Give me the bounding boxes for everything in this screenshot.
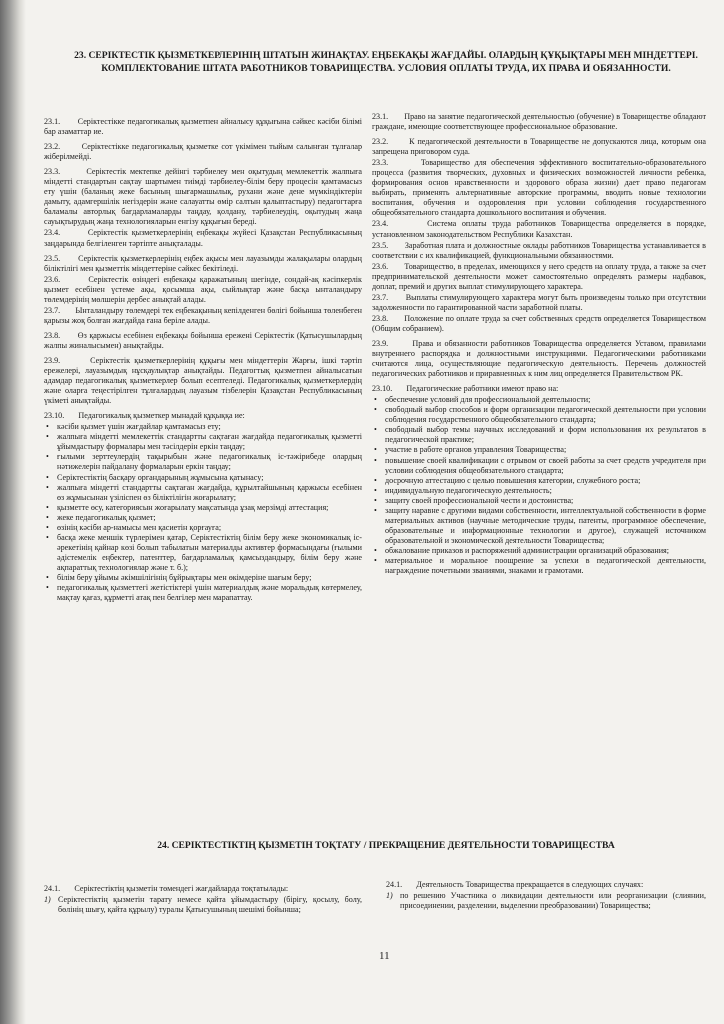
numbered-list-ru [386, 891, 706, 911]
clause-23-10-kz: 23.10. Педагогикалық қызметкер мынадай құқыққа ие: [44, 411, 245, 421]
clause-23-1-kz: 23.1. Серіктестікке педагогикалық қызметпен айналысу құқығына сәйкес кәсіби білімі бар азаматтар ие. [44, 117, 362, 137]
clause-23-2-ru: 23.2. К педагогической деятельности в Товариществе не допускаются лица, которым она запрещена приговором суда. [372, 137, 706, 157]
clause-24-1-ru: 24.1. Деятельность Товарищества прекращается в следующих случаях: [386, 880, 644, 889]
list-item: • повышение своей квалификации с отрывом от своей работы за счет средств учредителя при условии соблюдения общеобязательного стандарта; [385, 456, 706, 476]
list-item: • Серіктестіктің басқару органдарының жұмысына қатынасу; [57, 473, 362, 483]
list-item: • ғылыми зерттеулердің тақырыбын және педагогикалық іс-тәжірибеде олардың нәтижелерін пайдалану формаларын еркін таңдау; [57, 452, 362, 472]
list-item: • педагогикалық қызметтегі жетістіктері үшін материалдық және моральдық көтермелеу, мақтау қағаз, құрметті атақ пен белгілер мен марапаттау. [57, 583, 362, 603]
document-page [36, 0, 712, 1024]
list-item: • участие в работе органов управления Товарищества; [385, 445, 706, 455]
list-item [44, 895, 362, 915]
list-item: • материальное и моральное поощрение за успехи в педагогической деятельности, награждение почетными званиями, знаками и грамотами. [385, 556, 706, 576]
list-item: • обеспечение условий для профессиональной деятельности; [385, 395, 706, 405]
numbered-list-kz [44, 895, 362, 915]
clause-24-1-kz: 24.1. Серіктестіктің қызметін төмендегі жағдайларда тоқтатылады: [44, 884, 289, 893]
clause-23-2-kz: 23.2. Серіктестікке педагогикалық қызметке сот үкімімен тыйым салынған тұлғалар жіберілмейді. [44, 142, 362, 162]
clause-23-3-kz: 23.3. Серіктестік мектепке дейінгі тәрбиелеу мен оқытудың мемлекеттік жалпыға міндетті стандартын сақтау шартымен тиімді тәрбиелеу-білім беру процесін қамтамасыз ету үшін (баланың жеке басының шығармашылық, рухани және дене мүмкіндіктерін дамыту, адамгершілік негіздерін және салауатты өмір салтын қалыптастыру) педагогтарға баламалы авторлық бағдарламаларды таңдау, қолдану, тәрбиелеудің, оқытудың жаңа сауықтырудың жаңа технологияларын енгізу құқығын береді. [44, 167, 362, 227]
page-number: 11 [379, 950, 390, 962]
item-number: 1) [386, 891, 393, 901]
section-24-heading: 24. СЕРІКТЕСТІКТІҢ ҚЫЗМЕТІН ТОҚТАТУ / ПРЕКРАЩЕНИЕ ДЕЯТЕЛЬНОСТИ ТОВАРИЩЕСТВА [157, 840, 615, 851]
clause-23-4-kz: 23.4. Серіктестік қызметкерлерінің еңбекақы жүйесі Қазақстан Республикасының заңдарында белгіленген тәртіпте анықталады. [44, 228, 362, 248]
list-item: • жалпыға міндетті мемлекеттік стандартты сақтаған жағдайда педагогикалық қызметті ұйымдастыру формалары мен тәсілдерін еркін таңдау; [57, 432, 362, 452]
section-24-russian-column [386, 880, 706, 911]
section-23-russian-column [372, 112, 706, 580]
list-item: • жеке педагогикалық қызмет; [57, 513, 362, 523]
section-23-heading: 23. СЕРІКТЕСТІК ҚЫЗМЕТКЕРЛЕРІНІҢ ШТАТЫН ЖИНАҚТАУ. ЕҢБЕКАҚЫ ЖАҒДАЙЫ. ОЛАРДЫҢ ҚҰҚЫҚТАРЫ МЕН МІНДЕТТЕРІ. КОМПЛЕКТОВАНИЕ ШТАТА РАБОТНИКОВ ТОВАРИЩЕСТВА. УСЛОВИЯ ОПЛАТЫ ТРУДА, ИХ ПРАВА И ОБЯЗАННОСТИ. [74, 50, 698, 74]
clause-23-5-kz: 23.5. Серіктестік қызметкерлерінің еңбек ақысы мен лауазымды жалақылары олардың біліктілігі мен қызметтік міндеттеріне сәйкес бекітіледі. [44, 253, 362, 273]
section-23-kazakh-column [44, 117, 362, 607]
list-item: • басқа жеке меншік түрлерімен қатар, Серіктестіктің білім беру жеке экономикалық іс-әрекетінің қайнар көзі болып табылатын материалды активтер формасындағы (ғылыми әдістемелік еңбектер, патенттер, бағдарламалық қамсыздандыру, білім беру және ақпараттық технологиялар және т. б.); [57, 533, 362, 573]
clause-23-6-kz: 23.6. Серіктестік өзіндегі еңбекақы қаражатының шегінде, сондай-ақ кәсіпкерлік қызмет есебінен үстеме ақы, қосымша ақы, сыйлықтар және басқа ынталандыру төлемдерінің мөлшерін дербес анықтай алады. [44, 274, 362, 304]
list-item: • защиту своей профессиональной чести и достоинства; [385, 496, 706, 506]
clause-23-5-ru: 23.5. Заработная плата и должностные оклады работников Товарищества устанавливается в соответствии с их квалификацией, функциональными обязанностями. [372, 240, 706, 260]
list-item: • досрочную аттестацию с целью повышения категории, служебного роста; [385, 476, 706, 486]
item-text: по решению Участника о ликвидации деятельности или реорганизации (слиянии, присоединении, разделении, выделении преобразовании) Товарищества; [400, 891, 706, 911]
clause-23-1-ru: 23.1. Право на занятие педагогической деятельностью (обучение) в Товариществе обладают граждане, имеющие соответствующее профессиональное образование. [372, 112, 706, 132]
list-item: • индивидуальную педагогическую деятельность; [385, 486, 706, 496]
list-item: • жалпыға міндетті стандартты сақтаған жағдайда, құрылтайшының қаржысы есебінен өз жұмысынан үзіліспен өз біліктілігін жоғарылату; [57, 483, 362, 503]
list-item [386, 891, 706, 911]
list-item: • свободный выбор темы научных исследований и форм использования их результатов в педагогической практике; [385, 425, 706, 445]
rights-list-ru [372, 395, 706, 576]
clause-23-8-kz: 23.8. Өз қаржысы есебінен еңбекақы бойынша ережені Серіктестік (Қатысушылардың жалпы жиналысымен) анықтайды. [44, 330, 362, 350]
list-item: • кәсіби қызмет үшін жағдайлар қамтамасыз ету; [57, 422, 362, 432]
item-number: 1) [44, 895, 51, 905]
clause-23-9-kz: 23.9. Серіктестік қызметкерлерінің құқығы мен міндеттерін Жарғы, ішкі тәртіп ережелері, лауазымдық нұсқаулықтар анықтайды. Педагогтық қызметпен айналысатын адамдар педагогикалық қызметкерлер болып есептеледі. Педагогикалық қызметкерлердің және оларға теңестірілген тұлғалардың лауазым тізбелерін Қазақстан Республикасының үкіметі анықтайды. [44, 355, 362, 406]
clause-23-10-ru: 23.10. Педагогические работники имеют право на: [372, 384, 559, 394]
section-24-kazakh-column [44, 884, 362, 915]
list-item: • өзінің кәсіби ар-намысы мен қасиетін қорғауға; [57, 523, 362, 533]
clause-23-3-ru: 23.3. Товарищество для обеспечения эффективного воспитательно-образовательного процесса (развития творческих, духовных и физических возможностей личности ребенка, формирования основ нравственности и здорового образа жизни) дает право педагогам выбирать, применять альтернативные авторские программы, вводить новые технологии воспитания, обучения и оздоровления при условии соблюдения государственного общеобязательного стандарта дошкольного воспитания и обучения. [372, 158, 706, 218]
list-item: • білім беру ұйымы әкімшілігінің бұйрықтары мен өкімдеріне шағым беру; [57, 573, 362, 583]
rights-list-kz [44, 422, 362, 603]
clause-23-9-ru: 23.9. Права и обязанности работников Товарищества определяется Уставом, правилами внутреннего распорядка и должностными инструкциями. Педагогическими работниками считаются лица, осуществляющие педагогическую деятельность. Перечень должностей педагогических работников и приравненных к ним лиц определяется Правительством РК. [372, 338, 706, 379]
clause-23-8-ru: 23.8. Положение по оплате труда за счет собственных средств определяется Товариществом (Общим собранием). [372, 313, 706, 333]
list-item: • обжалование приказов и распоряжений администрации организаций образования; [385, 546, 706, 556]
clause-23-6-ru: 23.6. Товарищество, в пределах, имеющихся у него средств на оплату труда, а также за счет предпринимательской деятельности может самостоятельно определять размеры надбавок, доплат, премий и других выплат стимулирующего характера. [372, 261, 706, 291]
clause-23-7-ru: 23.7. Выплаты стимулирующего характера могут быть произведены только при отсутствии задолженности по гарантированной части заработной платы. [372, 292, 706, 312]
list-item: • свободный выбор способов и форм организации педагогической деятельности при условии соблюдения государственного общеобязательного стандарта; [385, 405, 706, 425]
list-item: • защиту наравне с другими видами собственности, интеллектуальной собственности в форме материальных активов (научные методические труды, патенты, программное обеспечение, образовательные и информационные технологии и другое), служащей источником образовательной и экономической деятельности Товарищества; [385, 506, 706, 546]
scan-binding-shadow [0, 0, 26, 1024]
clause-23-4-ru: 23.4. Система оплаты труда работников Товарищества определяется в порядке, установленном законодательством Республики Казахстан. [372, 219, 706, 239]
clause-23-7-kz: 23.7. Ынталандыру төлемдері тек еңбекақының кепілденген бөлігі бойынша төленбеген қарызы жоқ болған жағдайда ғана беріле алады. [44, 305, 362, 325]
item-text: Серіктестіктің қызметін тарату немесе қайта ұйымдастыру (бірігу, қосылу, болу, бөлінің шығу, қайта құрылу) туралы Қатысушының шешімі бойынша; [58, 895, 362, 915]
list-item: • қызметте өсу, категориясын жоғарылату мақсатында ұзақ мерзімді аттестация; [57, 503, 362, 513]
